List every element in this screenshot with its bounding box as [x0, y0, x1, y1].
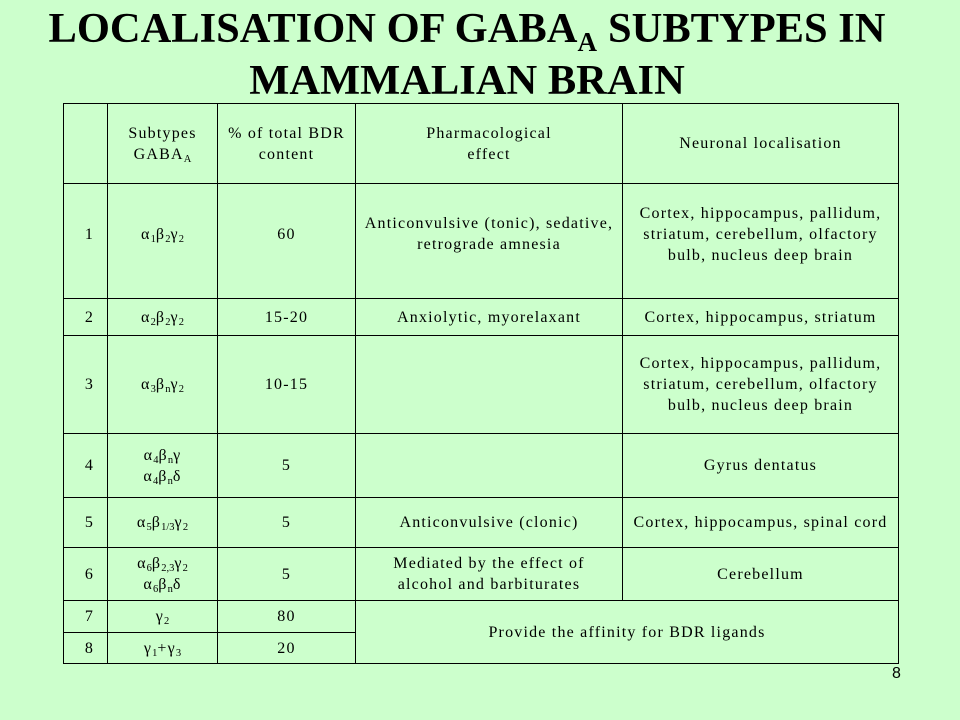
greek-letter: β — [158, 576, 168, 593]
subscript: 4 — [153, 475, 159, 487]
row-number: 5 — [84, 514, 95, 531]
subscript: 6 — [153, 584, 159, 595]
greek-letter: γ — [143, 639, 153, 657]
table-row-7 — [64, 601, 899, 633]
table-row-6 — [64, 548, 899, 601]
formula-operator: + — [157, 639, 168, 657]
subscript: 2 — [178, 233, 184, 245]
subscript: 6 — [146, 563, 152, 574]
effect-cell — [356, 498, 623, 548]
greek-letter: β — [158, 446, 168, 464]
effect-text-line: alcohol and barbiturates — [397, 576, 581, 593]
subscript: 1 — [152, 647, 158, 659]
bdr-percent-value: 5 — [281, 565, 292, 583]
header-subtypes — [108, 104, 218, 184]
greek-letter: α — [141, 376, 151, 393]
row-number: 4 — [84, 457, 95, 474]
localisation-text-line: bulb, nucleus deep brain — [667, 246, 854, 264]
row-number-cell — [64, 498, 108, 548]
greek-letter: γ — [174, 555, 183, 572]
bdr-percent-cell — [218, 633, 356, 664]
subscript: 2 — [182, 522, 189, 533]
bdr-percent-value: 20 — [277, 639, 296, 657]
table-row-1 — [64, 184, 899, 299]
subscript: 2 — [165, 316, 171, 328]
subscript: 2 — [165, 233, 171, 245]
subscript: n — [167, 584, 173, 595]
greek-letter: α — [136, 514, 147, 531]
effect-cell — [356, 184, 623, 299]
localisation-text-line: Cortex, hippocampus, spinal cord — [633, 514, 888, 531]
greek-letter: β — [155, 376, 166, 393]
subscript: 2 — [164, 616, 170, 627]
greek-letter: α — [141, 225, 151, 243]
title-line-1 — [0, 3, 934, 55]
bdr-percent-cell — [218, 498, 356, 548]
greek-letter: β — [151, 555, 162, 572]
row-number-cell — [64, 299, 108, 336]
subtype-formula — [112, 606, 213, 627]
effect-text-line: retrograde amnesia — [417, 236, 561, 253]
localisation-text-line: Cerebellum — [717, 565, 804, 583]
localisation-cell — [623, 434, 899, 498]
bdr-percent-value: 80 — [277, 608, 296, 625]
effect-text-line: Anticonvulsive (clonic) — [399, 514, 579, 531]
gaba-subtypes-table — [63, 103, 899, 664]
subscript: 2 — [182, 563, 188, 574]
bdr-percent-value: 5 — [281, 457, 292, 474]
table-body — [64, 104, 899, 664]
header-text-line: content — [258, 145, 315, 163]
row-number: 1 — [84, 225, 95, 243]
subscript: 2,3 — [161, 563, 175, 574]
greek-letter: α — [143, 576, 153, 593]
localisation-cell — [623, 299, 899, 336]
table-row-2 — [64, 299, 899, 336]
subtype-formula — [112, 224, 213, 245]
row-number-cell — [64, 434, 108, 498]
row-number: 7 — [84, 608, 95, 625]
subscript: 5 — [146, 522, 152, 533]
effect-cell — [356, 434, 623, 498]
greek-letter: β — [158, 467, 168, 485]
subtype-formula — [112, 307, 213, 328]
bdr-percent-value: 15-20 — [264, 308, 309, 326]
greek-letter: γ — [155, 608, 165, 625]
greek-letter: α — [137, 555, 147, 572]
subtype-formula — [112, 445, 213, 466]
subtype-formula — [112, 466, 213, 487]
title-text: LOCALISATION OF GABA — [48, 5, 578, 52]
subscript: 2 — [150, 316, 156, 328]
header-subscript: A — [183, 153, 192, 165]
row-number: 3 — [84, 376, 95, 393]
localisation-text-line: Cortex, hippocampus, pallidum, — [639, 204, 882, 222]
page-number: 8 — [892, 665, 901, 682]
bdr-percent-cell — [218, 184, 356, 299]
subtype-formula — [112, 553, 213, 574]
bdr-percent-cell — [218, 434, 356, 498]
header-bdr-content — [218, 104, 356, 184]
subscript: 2 — [178, 316, 184, 328]
subscript: 3 — [175, 647, 182, 659]
subscript: 3 — [150, 384, 156, 395]
subscript: 1 — [150, 233, 156, 245]
localisation-text-line: Gyrus dentatus — [703, 457, 818, 474]
effect-cell — [356, 548, 623, 601]
bdr-percent-cell — [218, 336, 356, 434]
subtype-cell — [108, 498, 218, 548]
localisation-text-line: Cortex, hippocampus, pallidum, — [639, 355, 882, 372]
title-text: SUBTYPES IN — [607, 5, 886, 52]
localisation-cell — [623, 498, 899, 548]
header-text-line: effect — [467, 145, 511, 163]
subtype-cell — [108, 548, 218, 601]
bdr-percent-cell — [218, 548, 356, 601]
localisation-text-line: bulb, nucleus deep brain — [667, 397, 854, 414]
effect-cell — [356, 299, 623, 336]
row-number: 6 — [84, 565, 95, 583]
localisation-text-line: striatum, cerebellum, olfactory — [643, 225, 878, 243]
row-number-cell — [64, 601, 108, 633]
subtype-formula — [112, 374, 213, 395]
shared-effect-text: Provide the affinity for BDR ligands — [488, 623, 766, 641]
table-header-row — [64, 104, 899, 184]
greek-letter: γ — [174, 514, 183, 531]
table-row-3 — [64, 336, 899, 434]
subtype-cell — [108, 336, 218, 434]
greek-letter: α — [141, 308, 151, 326]
effect-text-line: Anticonvulsive (tonic), sedative, — [364, 215, 614, 232]
greek-letter: γ — [170, 225, 179, 243]
greek-letter: β — [155, 308, 166, 326]
subscript: n — [167, 475, 173, 487]
effect-cell — [356, 336, 623, 434]
slide-title — [0, 3, 934, 107]
subtype-cell — [108, 434, 218, 498]
greek-letter: α — [143, 467, 153, 485]
header-neuronal-localisation — [623, 104, 899, 184]
bdr-percent-cell — [218, 601, 356, 633]
header-text-line: % of total BDR — [228, 124, 345, 142]
bdr-percent-cell — [218, 299, 356, 336]
row-number-cell — [64, 336, 108, 434]
localisation-cell — [623, 184, 899, 299]
header-text-line: Subtypes — [128, 124, 197, 142]
subtype-cell — [108, 601, 218, 633]
localisation-cell — [623, 548, 899, 601]
header-gaba-text: GABA — [133, 145, 184, 163]
greek-letter: γ — [167, 639, 176, 657]
localisation-text-line: Cortex, hippocampus, striatum — [644, 308, 877, 326]
subscript: n — [167, 454, 174, 466]
greek-letter: δ — [172, 467, 182, 485]
header-text-line — [112, 144, 213, 165]
title-line-2: MAMMALIAN BRAIN — [249, 57, 685, 104]
subscript: 1/3 — [161, 522, 175, 533]
row-number: 8 — [84, 639, 95, 657]
greek-letter: γ — [170, 308, 179, 326]
greek-letter: γ — [170, 376, 179, 393]
effect-text-line: Anxiolytic, myorelaxant — [396, 308, 581, 326]
header-text-line: Pharmacological — [426, 124, 552, 142]
header-pharmacological-effect — [356, 104, 623, 184]
table-row-4 — [64, 434, 899, 498]
greek-letter: δ — [172, 576, 182, 593]
header-number — [64, 104, 108, 184]
subtype-cell — [108, 633, 218, 664]
bdr-percent-value: 5 — [281, 514, 292, 531]
subtype-cell — [108, 299, 218, 336]
subscript: 4 — [153, 454, 159, 466]
effect-text-line: Mediated by the effect of — [393, 555, 585, 572]
greek-letter: β — [151, 514, 162, 531]
subscript: 2 — [178, 384, 184, 395]
header-text-line: Neuronal localisation — [679, 135, 842, 152]
row-number-cell — [64, 633, 108, 664]
row-number-cell — [64, 548, 108, 601]
localisation-text-line: striatum, cerebellum, olfactory — [643, 376, 878, 393]
subtype-formula — [112, 512, 213, 533]
subtype-cell — [108, 184, 218, 299]
shared-effect-localisation-cell — [356, 601, 899, 664]
subtype-formula — [112, 638, 213, 659]
greek-letter: γ — [173, 446, 182, 464]
row-number: 2 — [84, 308, 95, 326]
greek-letter: α — [143, 446, 154, 464]
subtype-formula — [112, 574, 213, 595]
subscript: n — [165, 384, 171, 395]
localisation-cell — [623, 336, 899, 434]
table-row-5 — [64, 498, 899, 548]
title-subscript: A — [577, 27, 597, 57]
row-number-cell — [64, 184, 108, 299]
bdr-percent-value: 10-15 — [264, 376, 309, 393]
bdr-percent-value: 60 — [277, 225, 296, 243]
greek-letter: β — [155, 225, 166, 243]
